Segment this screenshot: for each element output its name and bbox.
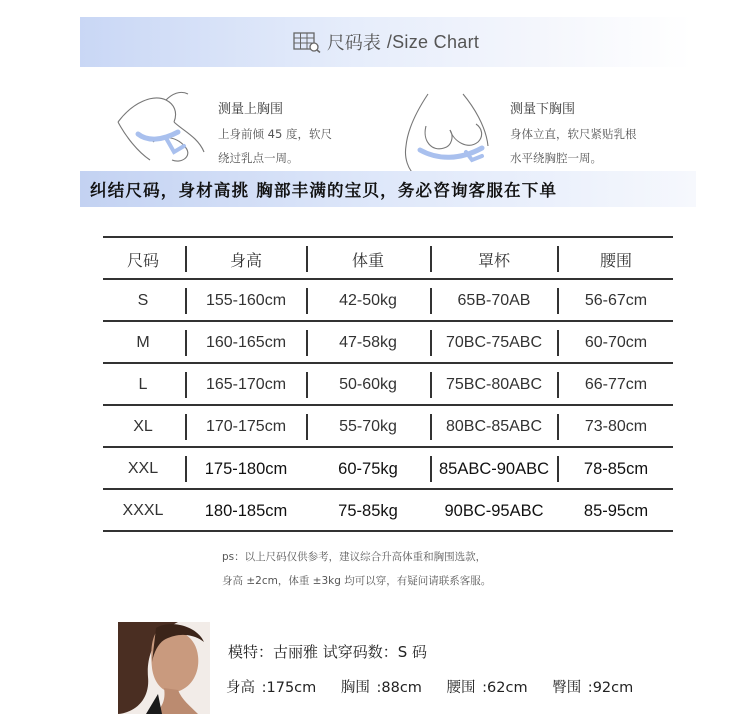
model-hip: 臀围 :92cm bbox=[552, 680, 634, 696]
upper-bust-figure bbox=[108, 82, 208, 177]
cell-height: 155-160cm bbox=[205, 292, 287, 309]
cell-weight: 75-85kg bbox=[338, 501, 398, 520]
upper-bust-desc-1: 上身前倾 45 度，软尺 bbox=[218, 127, 332, 141]
model-measurements bbox=[226, 676, 651, 697]
cell-cup: 65B-70AB bbox=[457, 292, 531, 309]
header-band bbox=[80, 17, 692, 67]
title-en: /Size Chart bbox=[386, 31, 480, 52]
header-waist: 腰围 bbox=[599, 250, 632, 270]
cell-height: 160-165cm bbox=[205, 334, 287, 351]
upper-bust-title: 测量上胸围 bbox=[218, 102, 284, 117]
cell-size: XXL bbox=[127, 460, 159, 477]
cell-cup: 90BC-95ABC bbox=[444, 501, 544, 520]
model-name-and-size: 模特：古丽雅 试穿码数：S 码 bbox=[228, 643, 428, 661]
lower-bust-title: 测量下胸围 bbox=[510, 102, 576, 117]
note-line-2: 身高 ±2cm，体重 ±3kg 均可以穿，有疑问请联系客服。 bbox=[222, 575, 492, 587]
cell-height: 180-185cm bbox=[204, 501, 288, 520]
cell-weight: 60-75kg bbox=[338, 459, 398, 478]
model-photo bbox=[118, 622, 210, 714]
table-row bbox=[103, 322, 673, 364]
cell-waist: 85-95cm bbox=[583, 501, 649, 520]
cell-height: 175-180cm bbox=[204, 459, 288, 478]
cell-size: M bbox=[136, 334, 150, 351]
header-size: 尺码 bbox=[126, 250, 159, 270]
title-cn: 尺码表 bbox=[326, 33, 381, 54]
model-waist: 腰围 :62cm bbox=[446, 680, 528, 696]
model-bust: 胸围 :88cm bbox=[340, 680, 422, 696]
table-row bbox=[103, 448, 673, 490]
header-height: 身高 bbox=[229, 250, 262, 270]
model-portrait-image bbox=[118, 622, 210, 714]
table-row bbox=[103, 490, 673, 532]
size-chart-title bbox=[80, 17, 692, 67]
ruler-table-icon bbox=[293, 31, 321, 53]
cell-size: XXXL bbox=[122, 502, 164, 519]
cell-cup: 75BC-80ABC bbox=[445, 376, 543, 393]
cell-weight: 55-70kg bbox=[339, 418, 397, 435]
upper-bust-desc-2: 绕过乳点一周。 bbox=[218, 151, 299, 165]
cell-size: S bbox=[137, 292, 149, 309]
lower-bust-figure bbox=[398, 86, 498, 181]
table-row bbox=[103, 280, 673, 322]
cell-cup: 70BC-75ABC bbox=[445, 334, 543, 351]
lower-bust-desc-2: 水平绕胸腔一周。 bbox=[510, 151, 602, 165]
table-bottom-line bbox=[103, 530, 673, 532]
cell-cup: 80BC-85ABC bbox=[445, 418, 543, 435]
header-weight: 体重 bbox=[351, 250, 384, 270]
cell-size: XL bbox=[133, 418, 153, 435]
table-row bbox=[103, 364, 673, 406]
table-row bbox=[103, 406, 673, 448]
cell-waist: 78-85cm bbox=[583, 459, 649, 478]
cell-height: 165-170cm bbox=[205, 376, 287, 393]
cell-waist: 73-80cm bbox=[584, 418, 648, 435]
cell-size: L bbox=[138, 376, 148, 393]
cell-height: 170-175cm bbox=[205, 418, 287, 435]
note-line-1: ps：以上尺码仅供参考，建议综合升高体重和胸围选款， bbox=[222, 551, 487, 563]
notice-text: 纠结尺码，身材高挑 胸部丰满的宝贝，务必咨询客服在下单 bbox=[90, 181, 558, 200]
cell-waist: 66-77cm bbox=[584, 376, 648, 393]
model-height: 身高 :175cm bbox=[226, 680, 317, 696]
cell-weight: 47-58kg bbox=[339, 334, 397, 351]
cell-waist: 56-67cm bbox=[584, 292, 648, 309]
cell-weight: 42-50kg bbox=[339, 292, 397, 309]
table-header-row bbox=[103, 238, 673, 280]
cell-waist: 60-70cm bbox=[584, 334, 648, 351]
cell-weight: 50-60kg bbox=[339, 376, 397, 393]
header-cup: 罩杯 bbox=[477, 250, 510, 270]
lower-bust-desc-1: 身体立直，软尺紧贴乳根 bbox=[510, 127, 637, 141]
cell-cup: 85ABC-90ABC bbox=[438, 459, 550, 478]
